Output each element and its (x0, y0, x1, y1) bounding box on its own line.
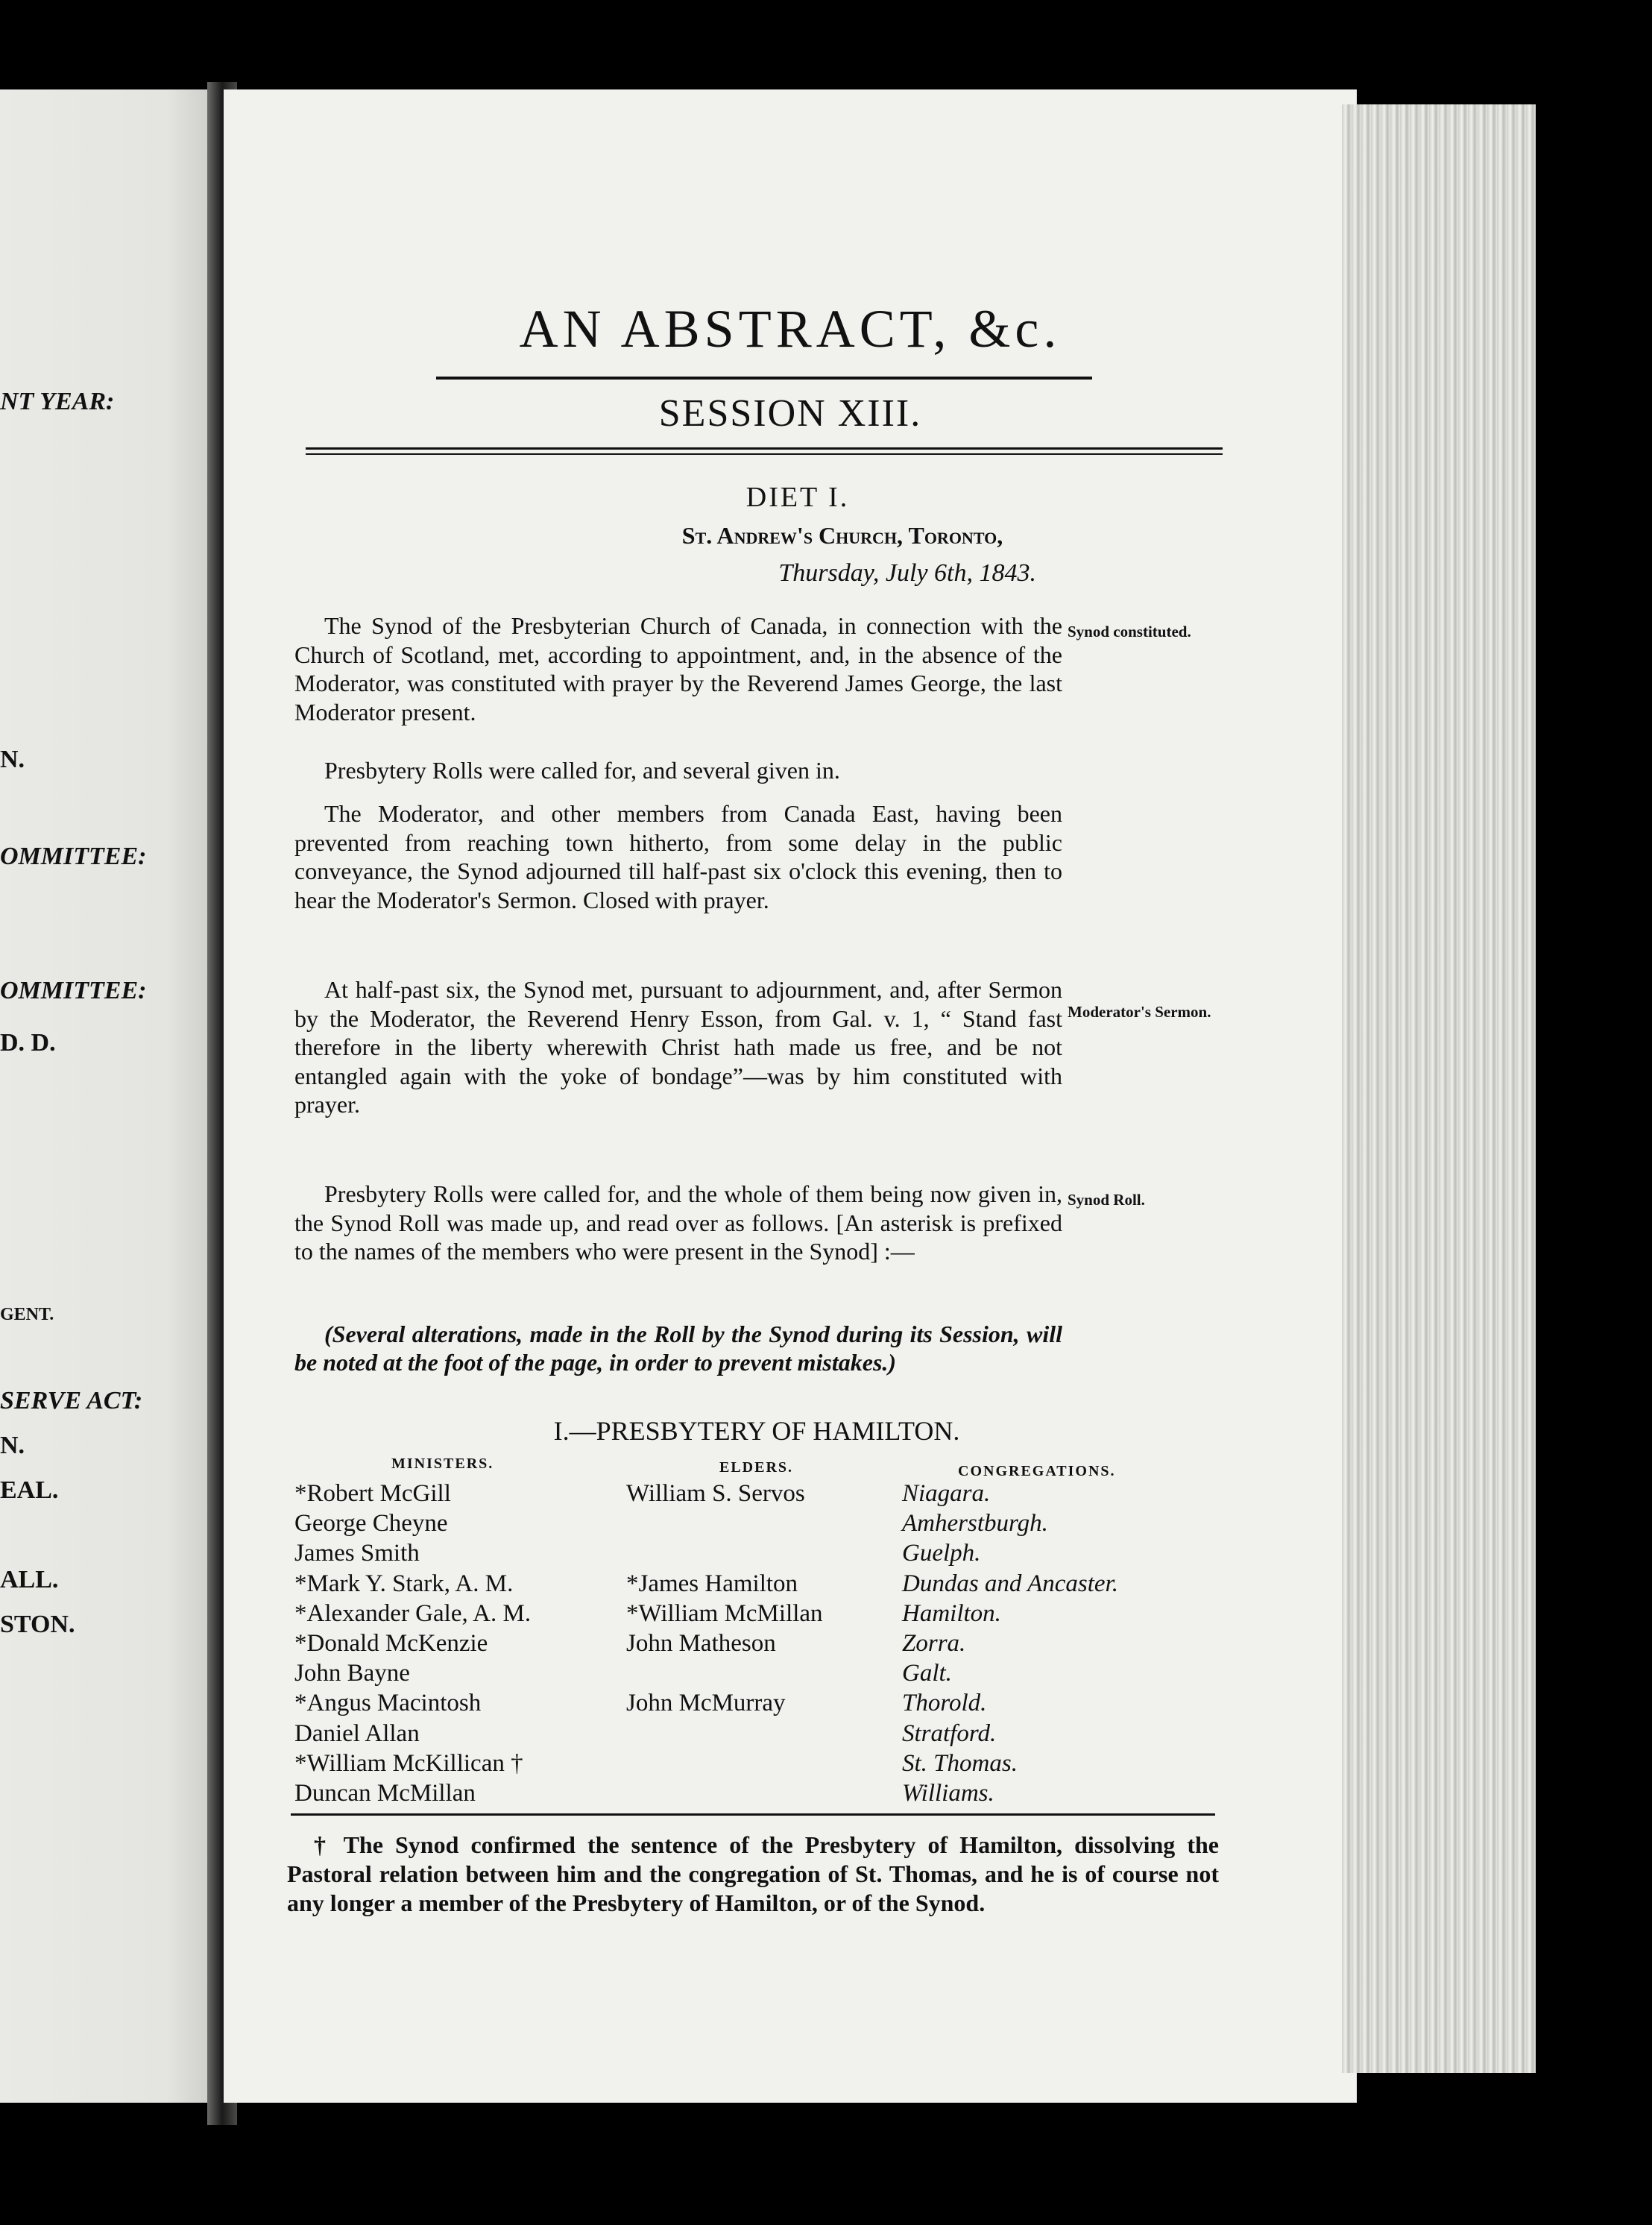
column-header-elders: ELDERS. (719, 1459, 794, 1476)
congregation-name: Williams. (902, 1780, 994, 1807)
title-rule (436, 377, 1092, 380)
minister-name: *Mark Y. Stark, A. M. (294, 1570, 514, 1597)
minister-name: George Cheyne (294, 1510, 448, 1538)
minister-name: *Angus Macintosh (294, 1690, 482, 1717)
minister-name: Daniel Allan (294, 1719, 420, 1747)
session-rule-top (306, 447, 1223, 450)
left-page-line: ALL. (0, 1566, 59, 1593)
sidenote: Synod constituted. (1068, 623, 1191, 641)
paragraph: Presbytery Rolls were called for, and the whole of them being now given in, the Synod Roll was made up, and read over as follows. [An asterisk is prefixed to the names of the members who were present in the Synod] :— (294, 1180, 1062, 1265)
elder-name: John Matheson (626, 1630, 776, 1657)
table-row (294, 1660, 1264, 1690)
congregation-name: Guelph. (902, 1540, 981, 1567)
left-page-line: N. (0, 746, 25, 773)
minister-name: *Donald McKenzie (294, 1630, 488, 1657)
table-row (294, 1540, 1264, 1570)
congregation-name: Niagara. (902, 1480, 991, 1507)
roll-note: (Several alterations, made in the Roll by the Synod during its Session, will be noted at the foot of the page, in order to prevent mistakes.) (294, 1321, 1062, 1376)
presbytery-title: I.—PRESBYTERY OF HAMILTON. (553, 1416, 960, 1446)
minister-name: *Alexander Gale, A. M. (294, 1599, 532, 1627)
table-row (294, 1720, 1264, 1750)
left-page-line: D. D. (0, 1029, 56, 1057)
congregation-name: Stratford. (902, 1719, 997, 1747)
church-line: St. Andrew's Church, Toronto, (681, 522, 1003, 549)
footnote: † The Synod confirmed the sentence of the Presbytery of Hamilton, dissolving the Pastoral relation between him and the congregation of St. Thomas, and he is of course not any longer a member of the Presbytery of Hamilton, or of the Synod. (287, 1831, 1219, 1916)
date-line: Thursday, July 6th, 1843. (778, 559, 1036, 587)
left-page-line: SERVE ACT: (0, 1387, 143, 1414)
minister-name: John Bayne (294, 1660, 410, 1687)
left-page (0, 89, 209, 2103)
congregation-name: Dundas and Ancaster. (902, 1570, 1118, 1597)
table-row (294, 1570, 1264, 1600)
elder-name: *James Hamilton (626, 1570, 798, 1597)
left-page-line: NT YEAR: (0, 388, 115, 415)
paragraph: The Synod of the Presbyterian Church of Canada, in connection with the Church of Scotland, met, according to appointment, and, in the absence of the Moderator, was constituted with prayer by the Reverend James George, the last Moderator present. (294, 612, 1062, 726)
left-page-line: GENT. (0, 1305, 54, 1324)
paragraph: Presbytery Rolls were called for, and several given in. (324, 757, 840, 784)
minister-name: Duncan McMillan (294, 1780, 476, 1807)
table-row (294, 1750, 1264, 1780)
left-page-line: EAL. (0, 1476, 59, 1504)
table-row (294, 1600, 1264, 1630)
page-edges (1342, 104, 1536, 2073)
paragraph: At half-past six, the Synod met, pursuant to adjournment, and, after Sermon by the Moderator, the Reverend Henry Esson, from Gal. v. 1, “ Stand fast therefore in the liberty wherewith Christ hath made us free, and be not entangled again with the yoke of bondage”—was by him constituted with prayer. (294, 976, 1062, 1118)
paragraph: The Moderator, and other members from Canada East, having been prevented from reaching town hitherto, from some delay in the public conveyance, the Synod adjourned till half-past six o'clock this evening, then to hear the Moderator's Sermon. Closed with prayer. (294, 800, 1062, 913)
minister-name: James Smith (294, 1540, 420, 1567)
sidenote: Synod Roll. (1068, 1191, 1145, 1209)
congregation-name: Hamilton. (902, 1599, 1001, 1627)
elder-name: William S. Servos (626, 1480, 805, 1507)
left-page-line: OMMITTEE: (0, 977, 147, 1004)
table-row (294, 1780, 1264, 1810)
congregation-name: Amherstburgh. (902, 1510, 1048, 1538)
congregation-name: Galt. (902, 1660, 952, 1687)
left-page-line: OMMITTEE: (0, 843, 147, 870)
elder-name: John McMurray (626, 1690, 786, 1717)
left-page-line: STON. (0, 1611, 75, 1638)
sidenote: Moderator's Sermon. (1068, 1003, 1211, 1021)
table-row (294, 1480, 1264, 1510)
column-header-congregations: CONGREGATIONS. (958, 1463, 1116, 1479)
congregation-name: Zorra. (902, 1630, 966, 1657)
table-row (294, 1690, 1264, 1719)
footnote-rule (291, 1813, 1215, 1816)
page-title: AN ABSTRACT, &c. (519, 299, 1062, 359)
column-header-ministers: MINISTERS. (391, 1455, 494, 1472)
minister-name: *Robert McGill (294, 1480, 451, 1507)
congregation-name: St. Thomas. (902, 1749, 1018, 1777)
table-row (294, 1630, 1264, 1660)
minister-name: *William McKillican † (294, 1749, 523, 1777)
table-row (294, 1510, 1264, 1540)
session-rule-bottom (306, 453, 1223, 455)
elder-name: *William McMillan (626, 1599, 823, 1627)
session-heading: SESSION XIII. (658, 392, 922, 435)
left-page-line: N. (0, 1432, 25, 1459)
congregation-name: Thorold. (902, 1690, 987, 1717)
diet-heading: DIET I. (745, 482, 850, 513)
